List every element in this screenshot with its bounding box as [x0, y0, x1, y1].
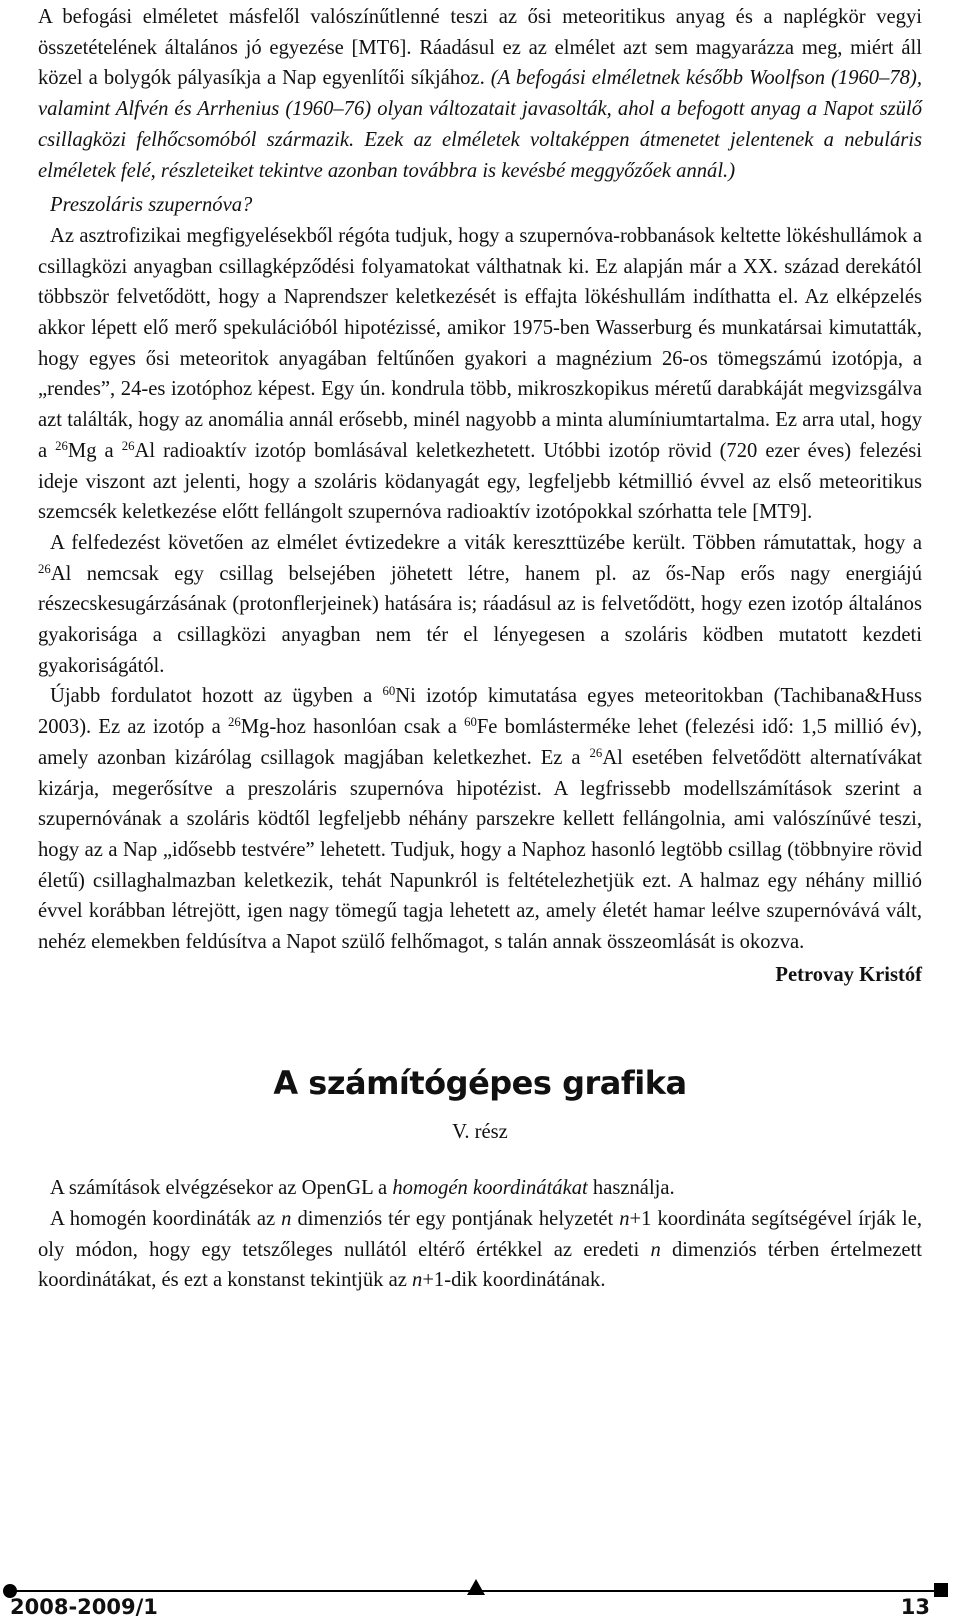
text-run: Al esetében felvetődött alternatívákat kizárja, megerősítve a preszoláris szupernóva hipotézist. A legfrissebb modellszámítások szerint a szupernóvának a szoláris ködtől legfeljebb néhány parszekre kellett fellángolnia, ami valószínűvé teszi, hogy az a Nap „idősebb testvére” lehetett. Tudjuk, hogy a Naphoz hasonló legtöbb csillag (többnyire rövid életű) csillaghalmazban keletkezik, tehát Napunkról is feltételezhetjük ezt. A halmaz egy néhány millió évvel korábban létrejött, igen nagy tömegű tagja lehetett az, amely életét hamar leélve szupernóvává vált, nehéz elemekben feldúsítva a Napot szülő felhőmagot, s talán annak összeomlását is okozva.: [38, 746, 923, 954]
paragraph-befogasi: [38, 2, 922, 186]
page-content: [38, 0, 922, 1296]
superscript: 26: [227, 715, 241, 730]
paragraph-opengl: [38, 1173, 922, 1204]
article-title: A számítógépes grafika: [273, 1063, 687, 1102]
section-subheading: Preszoláris szupernóva?: [50, 194, 253, 217]
math-var: n: [281, 1207, 292, 1230]
paragraph-italic-note: (A befogási elméletnek később Woolfson (1960–78), valamint Alfvén és Arrhenius (1960–76) olyan változatait javasolták, ahol a befogott anyag a Napot szülő csillagközi felhőcsomóból származik. Ezek az elméletek voltaképpen átmenetet jelentenek a nebuláris elméletek felé, részleteiket tekintve azonban továbbra is kevésbé meggyőzőek annál.): [38, 67, 922, 182]
superscript: 60: [382, 684, 396, 699]
superscript: 26: [38, 561, 51, 576]
superscript: 26: [55, 438, 68, 453]
text-run: Ni izotóp kimutatása egyes meteoritokban (Tachibana&Huss 2003). Ez az izotóp a: [38, 685, 922, 739]
text-run: A számítások elvégzésekor az OpenGL a: [50, 1177, 388, 1200]
paragraph-supernova: [38, 221, 922, 528]
text-run: dimenziós tér egy pontjának helyzetét: [297, 1207, 614, 1230]
superscript: 26: [589, 745, 603, 760]
text-run: Fe bomlásterméke lehet (felezési idő: 1,5 millió év), amely azonban kizárólag csillagok magjában keletkezhet. Ez a: [38, 716, 923, 769]
math-var: n: [650, 1238, 661, 1261]
paragraph-text: A befogási elméletet másfelől valószínűtlenné teszi az ősi meteoritikus anyag és a naplégkör vegyi összetételének általános jó egyezése [MT6]. Ráadásul ez az elmélet azt sem magyarázza meg, miért áll közel a bolygók pályasíkja a Nap egyenlítői síkjához.: [38, 6, 922, 90]
text-run: dimenziós térben értelmezett koordinátákat, és ezt a konstanst tekintjük az: [38, 1238, 922, 1292]
article-subtitle: V. rész: [452, 1120, 508, 1143]
square-icon: [934, 1583, 948, 1597]
text-run: Mg a: [67, 439, 114, 462]
author-name: Petrovay Kristóf: [775, 963, 922, 986]
text-run: +1 koordináta segítségével írják le, oly módon, hogy egy tetszőleges nullától eltérő értékkel az eredeti: [38, 1207, 923, 1261]
text-run: +1-dik koordinátának.: [422, 1269, 606, 1292]
superscript: 26: [121, 438, 135, 453]
triangle-icon: [467, 1579, 485, 1595]
paragraph-felfedezes: [38, 528, 922, 682]
math-var: n: [412, 1269, 423, 1292]
page-number: 13: [900, 1595, 930, 1619]
text-run: Al nemcsak egy csillag belsejében jöhetett létre, hanem pl. az ős-Nap erős nagy energiájú részecskesugárzásának (protonflerjeinek) hatására is; ráadásul az is felvetődött, hogy ezen izotóp általános gyakorisága a csillagközi anyagban nem tér el lényegesen a szoláris ködben mutatott kezdeti gyakoriságától.: [38, 562, 922, 677]
text-run: A felfedezést követően az elmélet évtizedekre a viták kereszttüzébe került. Többen rámutattak, hogy a: [50, 531, 922, 554]
issue-label: 2008-2009/1: [10, 1595, 158, 1619]
paragraph-homogen: [38, 1204, 922, 1296]
page-footer: [0, 1575, 960, 1621]
superscript: 60: [464, 715, 477, 730]
text-run: Al radioaktív izotóp bomlásával keletkezhetett. Utóbbi izotóp rövid (720 ezer éves) felezési ideje viszont azt jelenti, hogy a szoláris ködanyagát egy, legfeljebb kétmillió évvel az első meteoritikus szemcsék keletkezése előtt fellángolt szupernóva radioaktív izotópokkal szórhatta tele [MT9].: [38, 439, 922, 524]
text-run: Az asztrofizikai megfigyelésekből régóta tudjuk, hogy a szupernóva-robbanások keltette lökéshullámok a csillagközi anyagban csillagképződési folyamatokat válthatnak ki. Ez alapján már a XX. század derekától többször felvetődött, hogy a Naprendszer keletkezését is effajta lökéshullám indíthatta el. Az elképzelés akkor lépett elő merő spekulációból hipotézissé, amikor 1975-ben Wasserburg és munkatársai kimutatták, hogy egyes ősi meteoritok anyagában feltűnően gyakori a magnézium 26-os tömegszámú izotópja, a „rendes”, 24-es izotóphoz képest. Egy ún. kondrula több, mikroszkopikus méretű darabkáját megvizsgálva azt találták, hogy az anomália annál erősebb, minél nagyobb a minta alumíniumtartalma. Ez arra utal, hogy a: [38, 224, 922, 462]
math-var: n: [619, 1207, 630, 1230]
text-run: Újabb fordulatot hozott az ügyben a: [50, 685, 373, 708]
text-run: Mg-hoz hasonlóan csak a: [240, 716, 457, 739]
text-run: használja.: [592, 1177, 675, 1200]
emphasis: homogén koordinátákat: [392, 1177, 588, 1200]
text-run: A homogén koordináták az: [50, 1207, 276, 1230]
paragraph-ujabb-fordulat: [38, 681, 922, 957]
